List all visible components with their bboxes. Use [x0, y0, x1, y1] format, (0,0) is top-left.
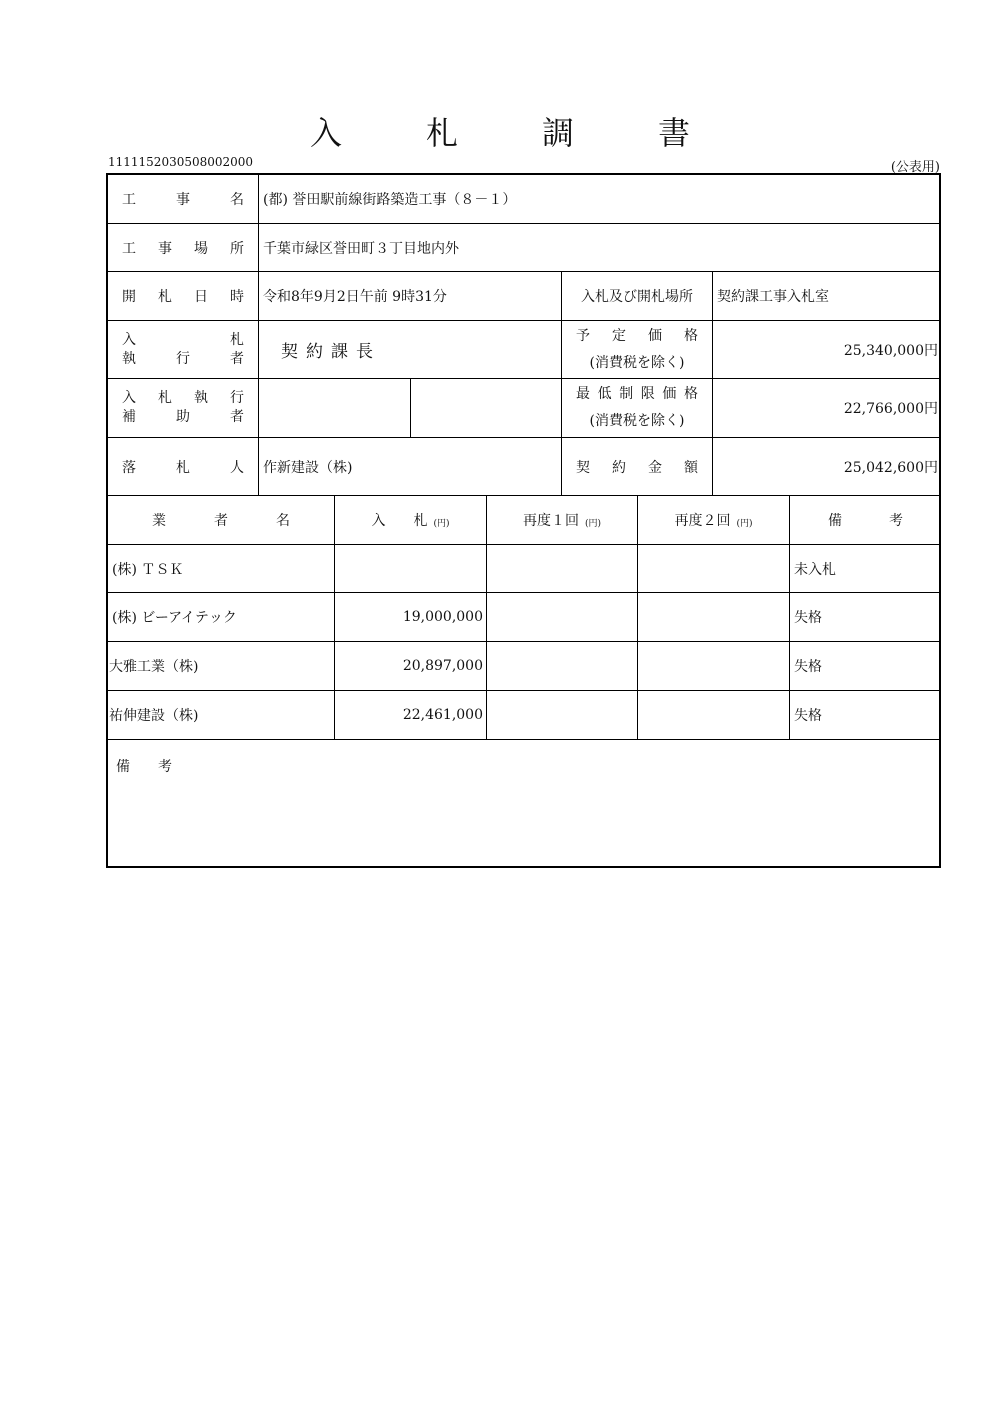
- table-row-rebid-1: [487, 593, 638, 642]
- assistant-label: 入 札 執 行 補 助 者: [108, 379, 259, 438]
- notes-section: [108, 740, 941, 868]
- table-row-rebid-2: [638, 691, 790, 740]
- table-row-remarks: 失格: [790, 642, 941, 691]
- executor-value: 契約課長: [259, 321, 562, 379]
- planned-price-note: (消費税を除く): [589, 354, 685, 371]
- place-label: 入札及び開札場所: [562, 272, 713, 321]
- contract-amount-value: 25,042,600円: [713, 438, 941, 496]
- table-row-bid: 20,897,000: [335, 642, 487, 691]
- min-price-label: 最 低 制 限 価 格 (消費税を除く): [562, 379, 713, 438]
- table-row-company: 祐伸建設（株): [108, 691, 335, 740]
- min-price-value: 22,766,000円: [713, 379, 941, 438]
- table-row-company: (株) ビーアイテック: [108, 593, 335, 642]
- table-row-company: 大雅工業（株): [108, 642, 335, 691]
- table-row-rebid-2: [638, 593, 790, 642]
- table-row-remarks: 失格: [790, 593, 941, 642]
- site-label: 工 事 場 所: [108, 224, 259, 272]
- column-remarks: 備 考: [790, 496, 941, 545]
- winner-value: 作新建設（株): [259, 438, 562, 496]
- table-row-company: (株) ＴＳＫ: [108, 545, 335, 593]
- planned-price-label: 予 定 価 格 (消費税を除く): [562, 321, 713, 379]
- table-row-rebid-2: [638, 642, 790, 691]
- table-row-rebid-2: [638, 545, 790, 593]
- table-row-bid: 22,461,000: [335, 691, 487, 740]
- table-row-rebid-1: [487, 691, 638, 740]
- assistant-value-2: [411, 379, 562, 438]
- winner-label: 落 札 人: [108, 438, 259, 496]
- table-row-rebid-1: [487, 642, 638, 691]
- table-row-rebid-1: [487, 545, 638, 593]
- place-value: 契約課工事入札室: [713, 272, 941, 321]
- notes-label: 備 考: [116, 759, 172, 775]
- assistant-value-1: [259, 379, 411, 438]
- site-value: 千葉市緑区誉田町３丁目地内外: [259, 224, 941, 272]
- min-price-note: (消費税を除く): [589, 413, 685, 429]
- column-bid: 入 札 (円): [335, 496, 487, 545]
- public-use-mark: (公表用): [890, 160, 940, 175]
- contract-amount-label: 契 約 金 額: [562, 438, 713, 496]
- project-name-label: 工 事 名: [108, 175, 259, 224]
- document-number: 1111152030508002000: [108, 155, 254, 169]
- planned-price-value: 25,340,000円: [713, 321, 941, 379]
- table-row-remarks: 未入札: [790, 545, 941, 593]
- bid-date-label: 開 札 日 時: [108, 272, 259, 321]
- table-row-remarks: 失格: [790, 691, 941, 740]
- bid-date-value: 令和8年9月2日午前 9時31分: [259, 272, 562, 321]
- project-name-value: (都) 誉田駅前線街路築造工事（８－１）: [259, 175, 941, 224]
- column-rebid-2: 再度２回 (円): [638, 496, 790, 545]
- column-rebid-1: 再度１回 (円): [487, 496, 638, 545]
- executor-label: 入 札 執 行 者: [108, 321, 259, 379]
- document-title: 入 札 調 書: [309, 114, 716, 152]
- column-company: 業 者 名: [108, 496, 335, 545]
- table-row-bid: 19,000,000: [335, 593, 487, 642]
- bid-report-form: [106, 173, 941, 868]
- table-row-bid: [335, 545, 487, 593]
